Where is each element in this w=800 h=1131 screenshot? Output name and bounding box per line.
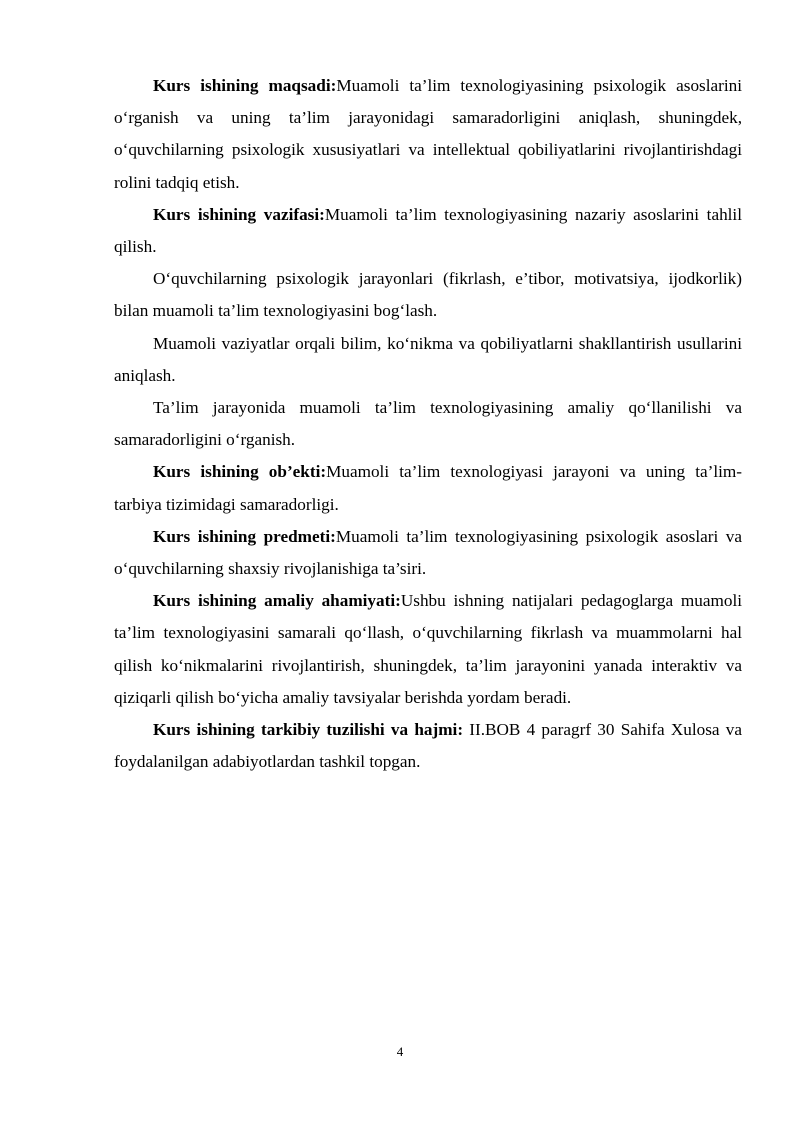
page-number: 4 xyxy=(396,1044,404,1059)
paragraph-task-4 xyxy=(114,392,742,456)
paragraph-subject xyxy=(114,521,742,585)
paragraph-text: Ushbu ishning natijalari pedagoglarga muamoli ta’lim texnologiyasini samarali qo‘llash, o‘quvchilarning fikrlash va muammolarni hal qilish ko‘nikmalarini rivojlantirish, shuningdek, ta’lim jarayonini yanada interaktiv va qiziqarli qilish bo‘yicha amaliy tavsiyalar berishda yordam beradi. xyxy=(114,591,742,707)
paragraph-goal xyxy=(114,70,742,199)
paragraph-text: II.BOB 4 paragrf 30 Sahifa Xulosa va foydalanilgan adabiyotlardan tashkil topgan. xyxy=(114,720,742,772)
paragraph-heading: Kurs ishining amaliy ahamiyati: xyxy=(153,591,401,611)
paragraph-text: Muamoli ta’lim texnologiyasining nazariy asoslarini tahlil qilish. xyxy=(114,204,742,257)
paragraph-heading: Kurs ishining maqsadi: xyxy=(153,76,337,95)
paragraph-text: Muamoli vaziyatlar orqali bilim, ko‘nikma va qobiliyatlarni shakllantirish usullarini aniqlash. xyxy=(114,333,742,385)
document-page xyxy=(114,70,742,778)
paragraph-heading: Kurs ishining predmeti: xyxy=(153,526,336,546)
paragraph-task-2 xyxy=(114,263,742,327)
paragraph-structure xyxy=(114,714,742,778)
paragraph-heading: Kurs ishining tarkibiy tuzilishi va hajmi: xyxy=(153,720,464,740)
paragraph-text: Ta’lim jarayonida muamoli ta’lim texnologiyasining amaliy qo‘llanilishi va samaradorligini o‘rganish. xyxy=(114,398,742,450)
paragraph-object xyxy=(114,456,742,520)
paragraph-tasks xyxy=(114,199,742,263)
paragraph-text: Muamoli ta’lim texnologiyasi jarayoni va uning ta’lim-tarbiya tizimidagi samaradorligi. xyxy=(114,462,742,514)
paragraph-text: Muamoli ta’lim texnologiyasining psixologik asoslarini o‘rganish va uning ta’lim jarayonidagi samaradorligini aniqlash, shuningdek, o‘quvchilarning psixologik xususiyatlari va intellektual qobiliyatlarini rivojlantirishdagi rolini tadqiq etish. xyxy=(114,76,743,192)
paragraph-text: O‘quvchilarning psixologik jarayonlari (fikrlash, e’tibor, motivatsiya, ijodkorlik) bilan muamoli ta’lim texnologiyasini bog‘lash. xyxy=(114,269,742,321)
paragraph-practical-value xyxy=(114,585,742,714)
paragraph-text: Muamoli ta’lim texnologiyasining psixologik asoslari va o‘quvchilarning shaxsiy rivojlanishiga ta’siri. xyxy=(114,526,742,579)
paragraph-task-3 xyxy=(114,328,742,392)
paragraph-heading: Kurs ishining ob’ekti: xyxy=(153,462,327,482)
paragraph-heading: Kurs ishining vazifasi: xyxy=(153,204,325,224)
